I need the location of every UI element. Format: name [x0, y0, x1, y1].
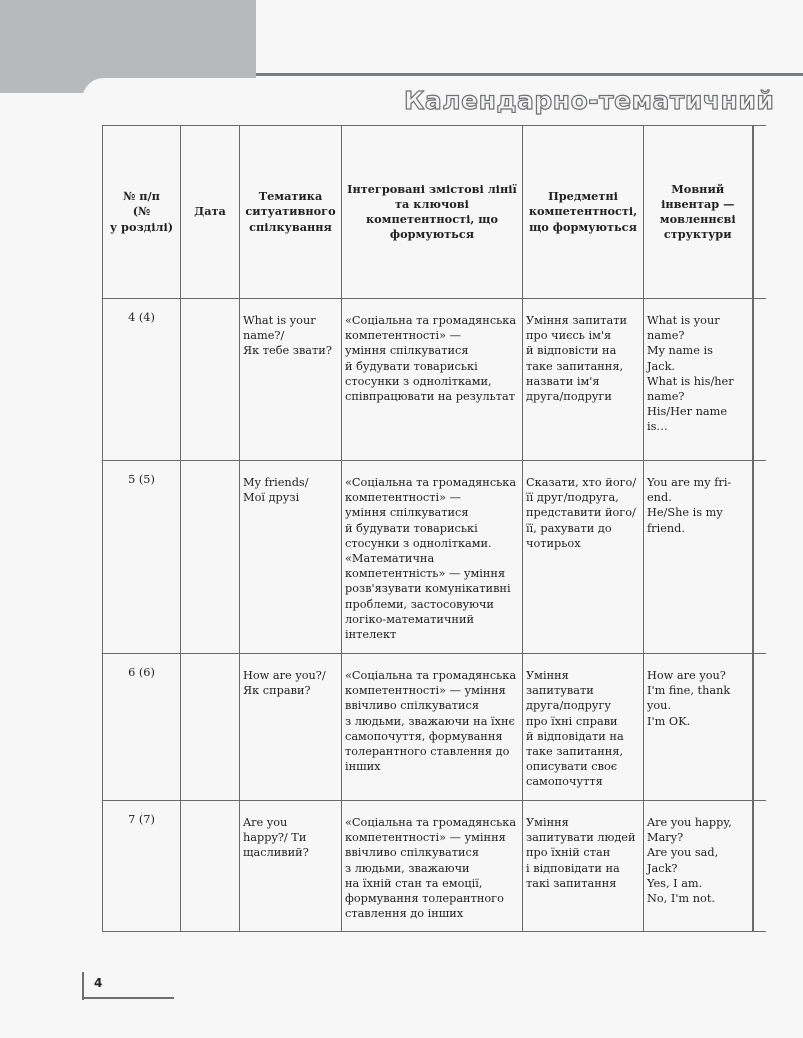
cell-date [181, 461, 240, 654]
header-rule [256, 73, 803, 76]
cell-integrated: «Соціальна та громадянська компетентності» — уміння спілкуватися й будувати товариські стосунки з однолітками. «Математична компетентність» — уміння розв'язувати комунікативні проблеми, застосовуючи логіко-математичний інтелект [342, 461, 523, 654]
column-header-language: Мовний інвентар — мовленнєві структури [644, 126, 753, 299]
cell-number: 7 (7) [103, 801, 181, 932]
cell-extra [753, 654, 766, 801]
page-number: 4 [94, 976, 103, 990]
cell-integrated: «Соціальна та громадянська компетентності» — уміння ввічливо спілкуватися з людьми, зважаючи на їхній стан та емоції, формування толерантного ставлення до інших [342, 801, 523, 932]
column-header-subject: Предметні компетентності, що формуються [523, 126, 644, 299]
cell-date [181, 801, 240, 932]
column-header-topic: Тематика ситуативного спілкування [240, 126, 342, 299]
table-row [103, 299, 766, 461]
cell-extra [753, 299, 766, 461]
cell-extra [753, 801, 766, 932]
calendar-plan-table [102, 125, 766, 932]
cell-integrated: «Соціальна та громадянська компетентності» — уміння спілкуватися й будувати товариські стосунки з однолітками, співпрацювати на результат [342, 299, 523, 461]
table-row [103, 801, 766, 932]
cell-subject: Уміння запитувати друга/подругу про їхні справи й відповідати на таке запитання, описувати своє самопочуття [523, 654, 644, 801]
cell-language: What is your name? My name is Jack. What is his/her name? His/Her name is… [644, 299, 753, 461]
cell-date [181, 654, 240, 801]
table-row [103, 654, 766, 801]
cell-number: 4 (4) [103, 299, 181, 461]
page-title: Календарно-тематичний [404, 86, 775, 115]
cell-date [181, 299, 240, 461]
footer-rule-horizontal [82, 997, 174, 999]
cell-number: 5 (5) [103, 461, 181, 654]
cell-topic: What is your name?/ Як тебе звати? [240, 299, 342, 461]
column-header-date: Дата [181, 126, 240, 299]
cell-extra [753, 461, 766, 654]
cell-topic: Are you happy?/ Ти щасливий? [240, 801, 342, 932]
cell-number: 6 (6) [103, 654, 181, 801]
cell-subject: Уміння запитувати людей про їхній стан і відповідати на такі запитання [523, 801, 644, 932]
cell-language: Are you happy, Mary? Are you sad, Jack? Yes, I am. No, I'm not. [644, 801, 753, 932]
cell-topic: How are you?/ Як справи? [240, 654, 342, 801]
footer-rule-vertical [82, 972, 84, 1000]
cell-topic: My friends/ Мої друзі [240, 461, 342, 654]
cell-subject: Уміння запитати про чиєсь ім'я й відповісти на таке запитання, назвати ім'я друга/подруги [523, 299, 644, 461]
column-header-extra [753, 126, 766, 299]
table-header-row [103, 126, 766, 299]
cell-language: How are you? I'm fine, thank you. I'm OK. [644, 654, 753, 801]
cell-subject: Сказати, хто його/ її друг/подруга, представити його/ її, рахувати до чотирьох [523, 461, 644, 654]
column-header-integrated: Інтегровані змістові лінії та ключові компетентності, що формуються [342, 126, 523, 299]
cell-integrated: «Соціальна та громадянська компетентності» — уміння ввічливо спілкуватися з людьми, зважаючи на їхнє самопочуття, формування толерантного ставлення до інших [342, 654, 523, 801]
table-row [103, 461, 766, 654]
cell-language: You are my fri- end. He/She is my friend. [644, 461, 753, 654]
column-header-number: № п/п (№ у розділі) [103, 126, 181, 299]
